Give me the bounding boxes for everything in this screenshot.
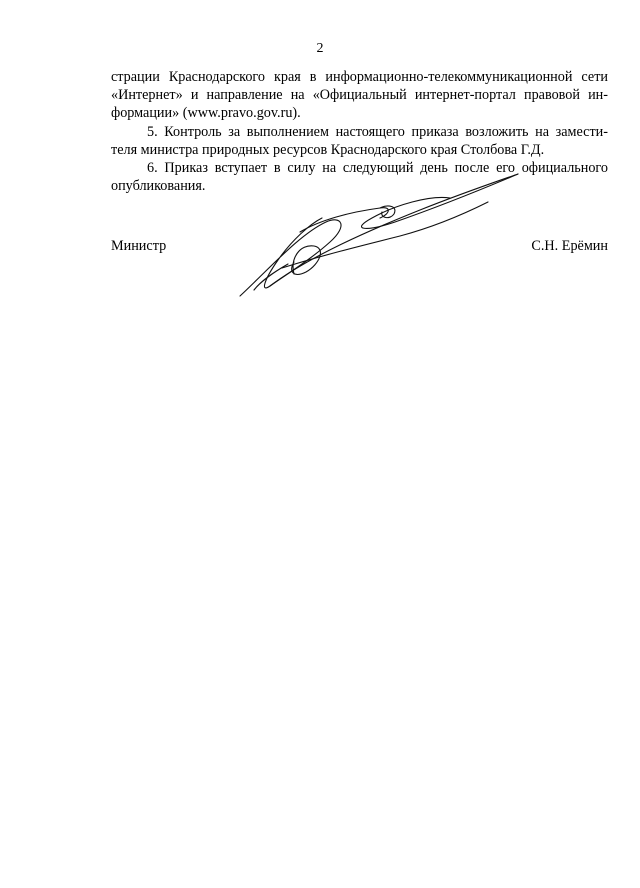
text-line: теля министра природных ресурсов Краснодарского края Столбова Г.Д.: [111, 141, 545, 158]
signature-stroke: [292, 246, 321, 275]
paragraph-item-5: [111, 123, 608, 159]
signer-title: Министр: [111, 238, 167, 254]
signature-stroke: [270, 174, 518, 286]
text-line: 5. Контроль за выполнением настоящего приказа возложить на замести-: [147, 123, 608, 140]
paragraph-continuation: [111, 68, 608, 123]
text-line: опубликования.: [111, 178, 206, 195]
page-number: 2: [316, 41, 324, 56]
text-line: формации» (www.pravo.gov.ru).: [111, 105, 301, 122]
signer-name: С.Н. Ерёмин: [531, 238, 608, 254]
text-line: страции Краснодарского края в информационно-телекоммуникационной сети: [111, 69, 608, 85]
signature-stroke: [240, 218, 341, 296]
handwritten-signature: [230, 160, 530, 310]
text-line: 6. Приказ вступает в силу на следующий день после его официального: [147, 160, 608, 177]
text-line: «Интернет» и направление на «Официальный интернет-портал правовой ин-: [111, 87, 608, 104]
